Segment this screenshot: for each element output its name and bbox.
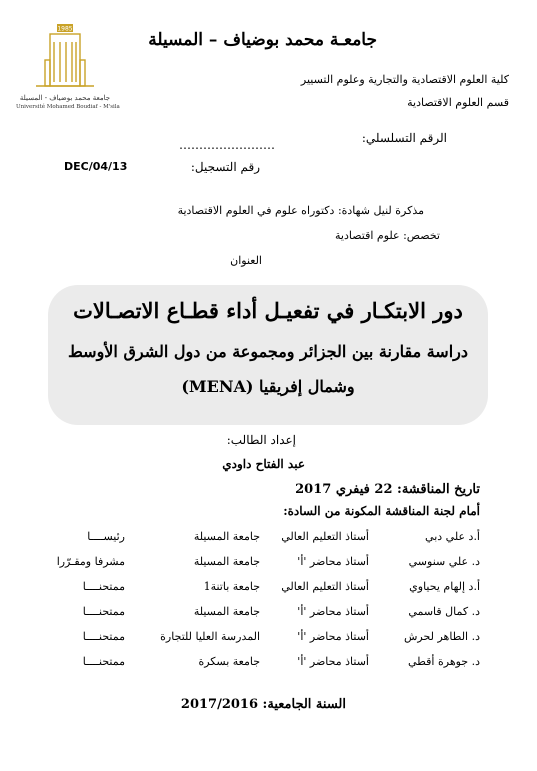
jury-role: رئيســــا	[87, 530, 125, 543]
logo-year: 1985	[57, 25, 73, 33]
thesis-subtitle-line1: دراسة مقارنة بين الجزائر ومجموعة من دول الشرق الأوسط	[67, 342, 469, 361]
jury-name: د. علي سنوسي	[408, 555, 480, 568]
jury-row	[0, 630, 537, 652]
jury-institution: جامعة باتنة1	[203, 580, 260, 593]
serial-number-label: الرقم التسلسلي:	[361, 131, 447, 145]
jury-row	[0, 580, 537, 602]
jury-row	[0, 555, 537, 577]
title-label: العنوان	[230, 254, 262, 267]
jury-institution: جامعة المسيلة	[193, 530, 260, 543]
jury-role: ممتحنــــا	[82, 605, 125, 618]
jury-role: ممتحنــــا	[82, 630, 125, 643]
jury-institution: جامعة بسكرة	[198, 655, 260, 668]
jury-name: د. الطاهر لحرش	[404, 630, 480, 643]
serial-number-value: ……………………	[179, 138, 275, 152]
jury-rank: أستاذ محاضر 'أ'	[297, 605, 369, 618]
logo-name-french: Université Mohamed Boudiaf - M'sila	[16, 104, 120, 110]
jury-institution: جامعة المسيلة	[193, 555, 260, 568]
jury-rank: أستاذ التعليم العالي	[281, 580, 369, 593]
thesis-subtitle-line2: وشمال إفريقيا (MENA)	[181, 377, 355, 396]
jury-rank: أستاذ محاضر 'أ'	[297, 555, 369, 568]
registration-number: DEC/04/13	[64, 160, 128, 173]
thesis-title: دور الابتكـار في تفعيـل أداء قطـاع الاتصـالات	[73, 298, 463, 323]
jury-name: أ.د علي دبي	[425, 530, 480, 543]
student-name: عبد الفتاح داودي	[222, 457, 305, 471]
jury-role: مشرفا ومقـرّرا	[56, 555, 125, 568]
jury-name: د. كمال قاسمي	[408, 605, 480, 618]
defense-date: تاريخ المناقشة: 22 فيفري 2017	[295, 482, 480, 497]
jury-institution: جامعة المسيلة	[193, 605, 260, 618]
jury-role: ممتحنــــا	[82, 580, 125, 593]
jury-title: أمام لجنة المناقشة المكونة من السادة:	[283, 504, 480, 518]
faculty-name: كلية العلوم الاقتصادية والتجارية وعلوم التسيير	[300, 73, 509, 86]
jury-rank: أستاذ التعليم العالي	[281, 530, 369, 543]
logo-name-arabic: جامعة محمد بوضياف - المسيلة	[19, 94, 111, 102]
prepared-by-label: إعداد الطالب:	[226, 433, 296, 447]
memo-degree: مذكرة لنيل شهادة: دكتوراه علوم في العلوم الاقتصادية	[177, 204, 424, 217]
jury-rank: أستاذ محاضر 'أ'	[297, 655, 369, 668]
jury-row	[0, 530, 537, 552]
university-name: جامعـة محمد بوضياف – المسيلة	[148, 30, 377, 50]
specialty: تخصص: علوم اقتصادية	[335, 229, 440, 242]
jury-row	[0, 655, 537, 677]
jury-role: ممتحنــــا	[82, 655, 125, 668]
jury-row	[0, 605, 537, 627]
registration-label: رقم التسجيل:	[190, 160, 260, 174]
department-name: قسم العلوم الاقتصادية	[407, 96, 509, 109]
jury-institution: المدرسة العليا للتجارة	[160, 630, 260, 643]
academic-year: السنة الجامعية: 2017/2016	[180, 697, 346, 712]
jury-rank: أستاذ محاضر 'أ'	[297, 630, 369, 643]
jury-name: د. جوهرة أقطي	[407, 655, 480, 668]
jury-name: أ.د إلهام يحياوي	[409, 580, 480, 593]
